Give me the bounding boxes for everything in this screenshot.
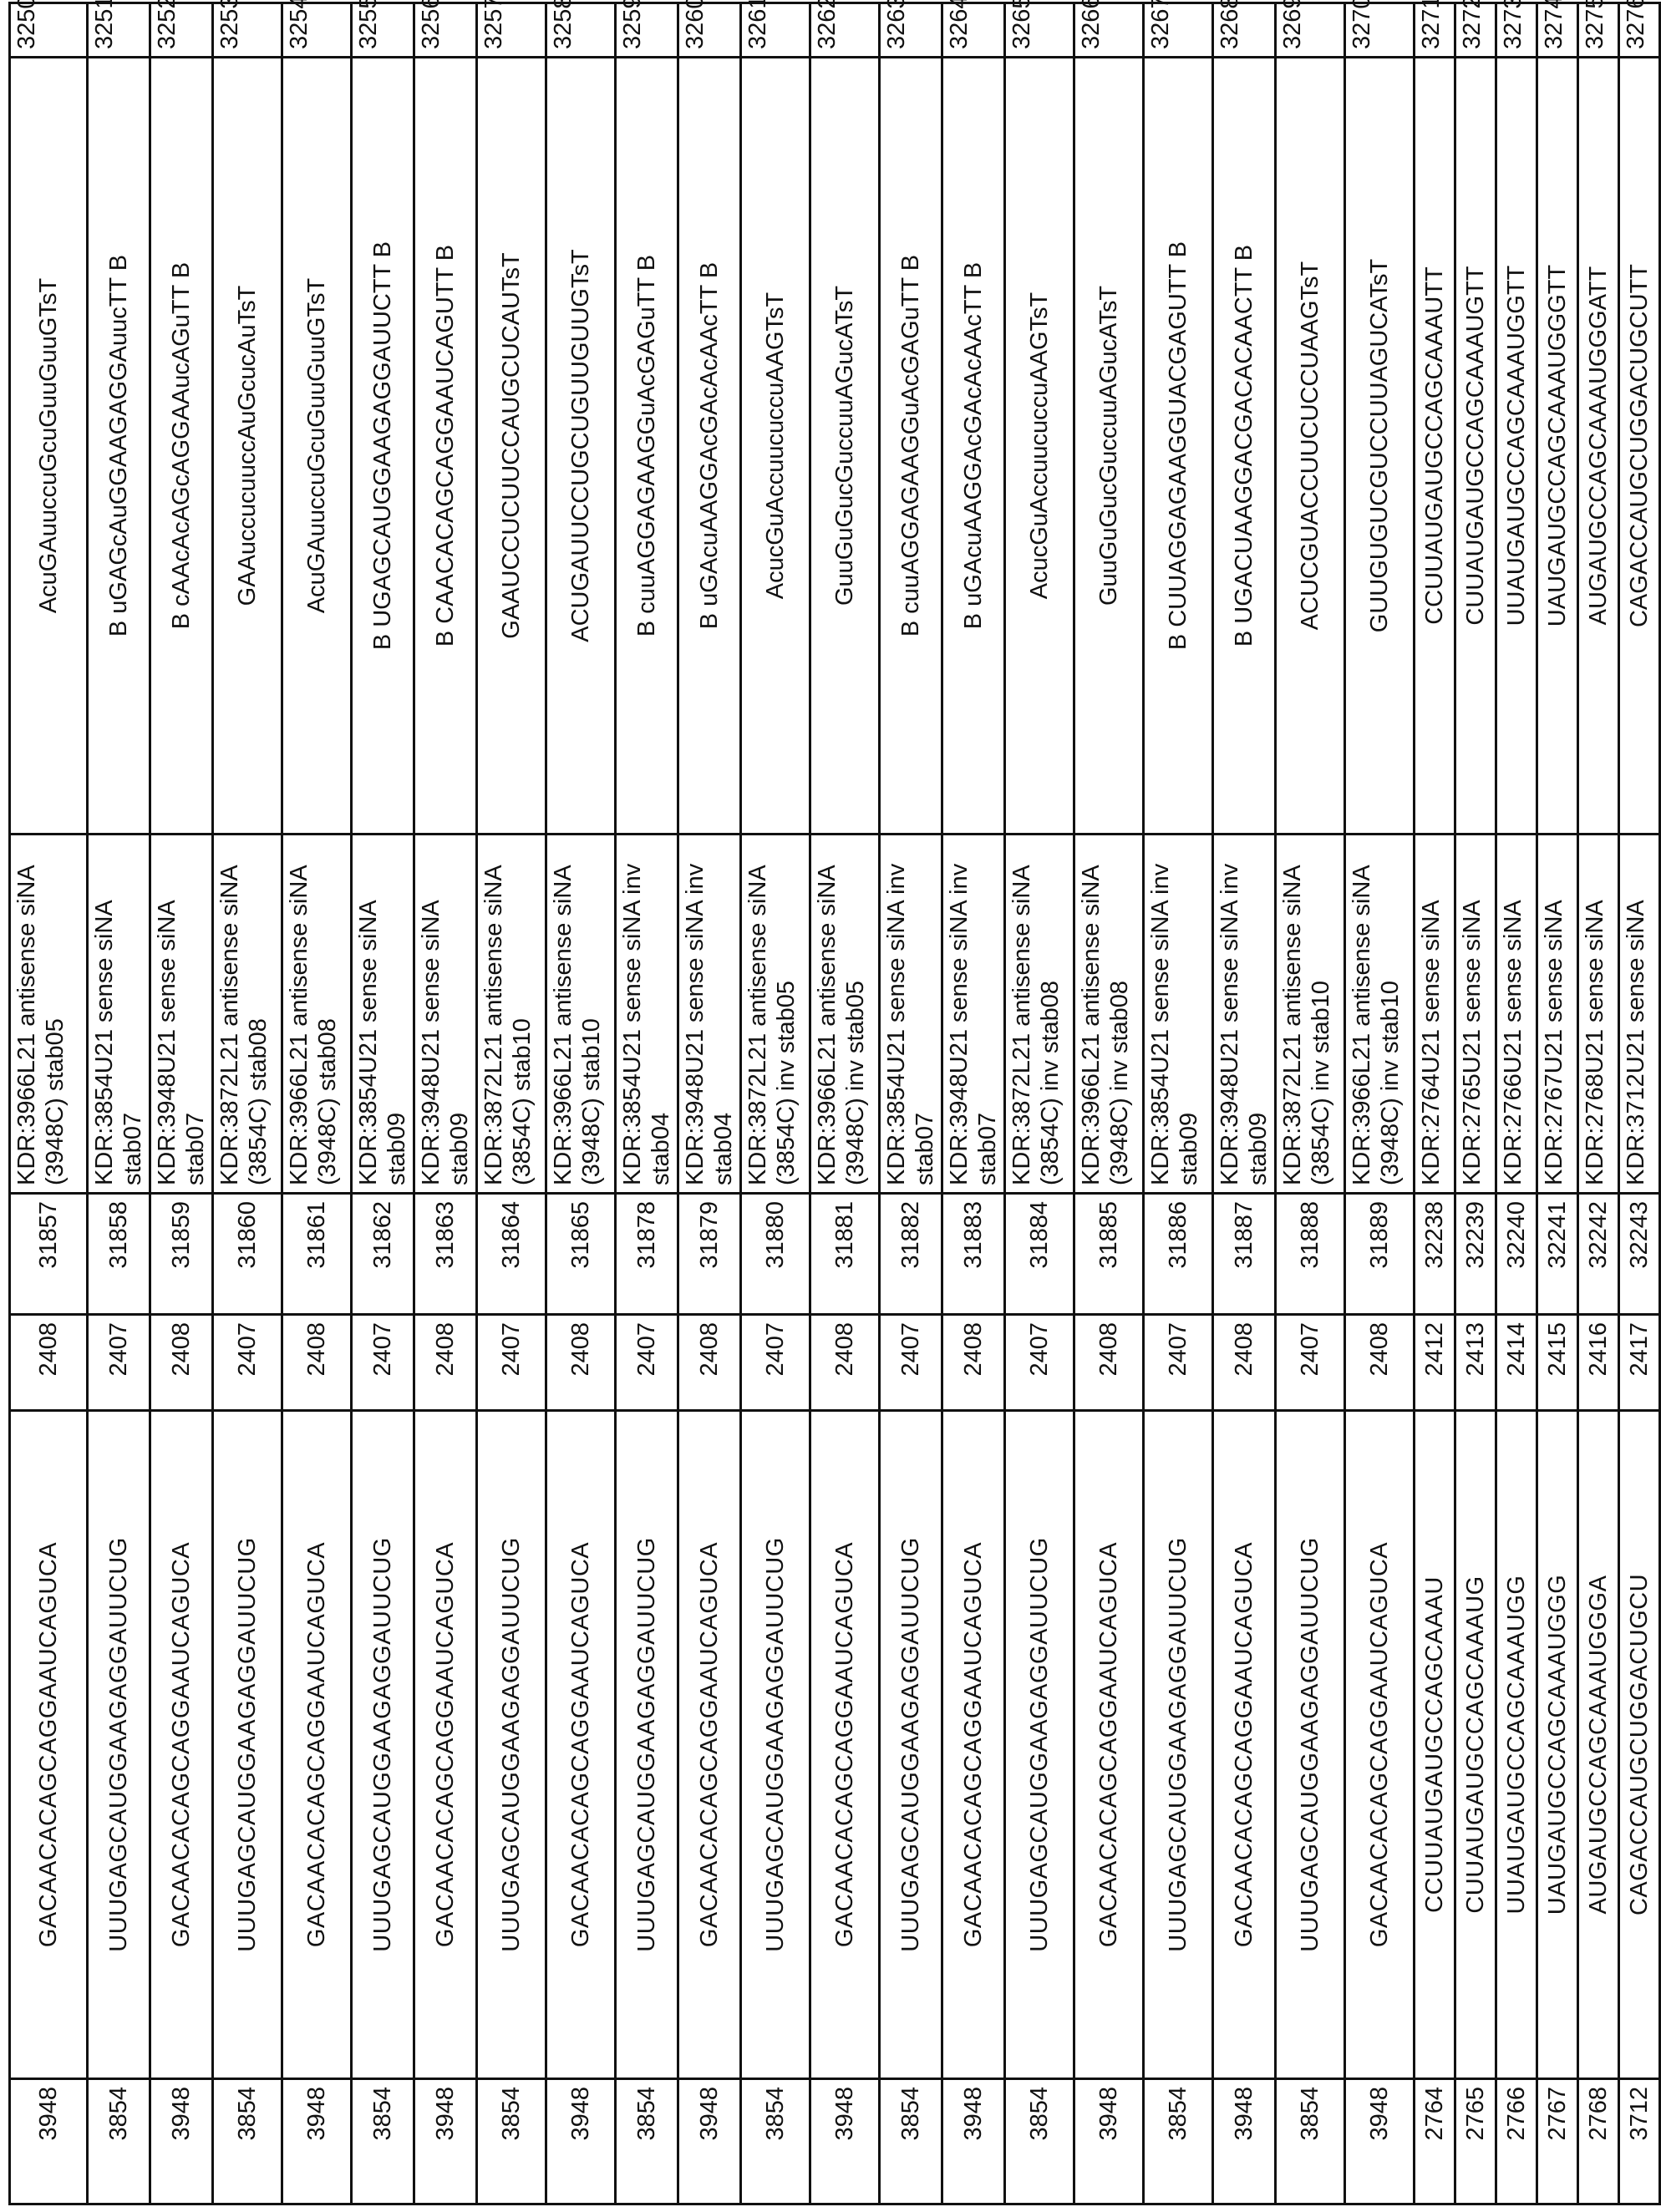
rpi-number-cell: 31887 xyxy=(1213,1194,1276,1315)
target-seq-id-cell: 2415 xyxy=(1537,1315,1578,1411)
modified-sequence-cell: AcuGAuuccuGcuGuuGuuGTsT xyxy=(282,58,352,835)
modified-sequence-cell: AUGAUGCCAGCAAAUGGGATT xyxy=(1578,58,1619,835)
alias-cell: KDR:3966L21 antisense siNA (3948C) inv stab10 xyxy=(1345,835,1415,1194)
rpi-number-cell: 31863 xyxy=(414,1194,477,1315)
target-sequence-cell: UUUGAGCAUGGAAGAGGAUUCUG xyxy=(1144,1411,1213,2079)
target-sequence-cell: GACAACACAGCAGGAAUCAGUCA xyxy=(150,1411,213,2079)
sequence-seq-id-cell: 3271 xyxy=(1415,3,1455,58)
modified-sequence-cell: UAUGAUGCCAGCAAAUGGGTT xyxy=(1537,58,1578,835)
target-sequence-cell: UUUGAGCAUGGAAGAGGAUUCUG xyxy=(213,1411,282,2079)
rpi-number-cell: 32240 xyxy=(1496,1194,1537,1315)
target-sequence-cell: UUUGAGCAUGGAAGAGGAUUCUG xyxy=(477,1411,546,2079)
rpi-number-cell: 31858 xyxy=(88,1194,150,1315)
target-sequence-cell: GACAACACAGCAGGAAUCAGUCA xyxy=(10,1411,88,2079)
table-row xyxy=(1578,3,1619,2204)
target-sequence-cell: UUUGAGCAUGGAAGAGGAUUCUG xyxy=(88,1411,150,2079)
rpi-number-cell: 31879 xyxy=(678,1194,741,1315)
modified-sequence-cell: B CUUAGGAGAAGGUACGAGUTT B xyxy=(1144,58,1213,835)
alias-cell: KDR:3872L21 antisense siNA (3854C) stab10 xyxy=(477,835,546,1194)
target-sequence-cell: GACAACACAGCAGGAAUCAGUCA xyxy=(1213,1411,1276,2079)
sequence-seq-id-cell: 3268 xyxy=(1213,3,1276,58)
sequence-seq-id-cell: 3256 xyxy=(414,3,477,58)
sirna-sequence-table xyxy=(8,2,1661,2205)
alias-cell: KDR:3948U21 sense siNA stab07 xyxy=(150,835,213,1194)
target-position-cell: 3948 xyxy=(414,2079,477,2204)
rpi-number-cell: 31880 xyxy=(741,1194,810,1315)
modified-sequence-cell: GuuGuGucGuccuuAGucATsT xyxy=(1074,58,1144,835)
sequence-seq-id-cell: 3250 xyxy=(10,3,88,58)
modified-sequence-cell: CAGACCAUGCUGGACUGCUTT xyxy=(1619,58,1660,835)
modified-sequence-cell: B uGAcuAAGGAcGAcAcAAcTT B xyxy=(942,58,1005,835)
sequence-seq-id-cell: 3266 xyxy=(1074,3,1144,58)
rpi-number-cell: 31862 xyxy=(352,1194,414,1315)
target-position-cell: 3948 xyxy=(1074,2079,1144,2204)
modified-sequence-cell: UUAUGAUGCCAGCAAAUGGTT xyxy=(1496,58,1537,835)
target-seq-id-cell: 2408 xyxy=(414,1315,477,1411)
target-position-cell: 3854 xyxy=(741,2079,810,2204)
target-seq-id-cell: 2408 xyxy=(150,1315,213,1411)
rpi-number-cell: 31859 xyxy=(150,1194,213,1315)
alias-cell: KDR:3966L21 antisense siNA (3948C) stab05 xyxy=(10,835,88,1194)
table-row xyxy=(1074,3,1144,2204)
rpi-number-cell: 31888 xyxy=(1276,1194,1345,1315)
alias-cell: KDR:3948U21 sense siNA stab09 xyxy=(414,835,477,1194)
modified-sequence-cell: B UGAGCAUGGAAGAGGAUUCTT B xyxy=(352,58,414,835)
target-position-cell: 3854 xyxy=(880,2079,942,2204)
rpi-number-cell: 31878 xyxy=(616,1194,678,1315)
target-position-cell: 2767 xyxy=(1537,2079,1578,2204)
target-seq-id-cell: 2408 xyxy=(942,1315,1005,1411)
modified-sequence-cell: B cuuAGGAGAAGGuAcGAGuTT B xyxy=(880,58,942,835)
target-position-cell: 3948 xyxy=(546,2079,616,2204)
target-position-cell: 3854 xyxy=(1276,2079,1345,2204)
target-seq-id-cell: 2407 xyxy=(1276,1315,1345,1411)
sequence-seq-id-cell: 3260 xyxy=(678,3,741,58)
target-position-cell: 3854 xyxy=(616,2079,678,2204)
alias-cell: KDR:2767U21 sense siNA xyxy=(1537,835,1578,1194)
rpi-number-cell: 31883 xyxy=(942,1194,1005,1315)
target-sequence-cell: UUUGAGCAUGGAAGAGGAUUCUG xyxy=(352,1411,414,2079)
modified-sequence-cell: B uGAGcAuGGAAGAGGAuucTT B xyxy=(88,58,150,835)
sequence-seq-id-cell: 3264 xyxy=(942,3,1005,58)
target-seq-id-cell: 2408 xyxy=(1213,1315,1276,1411)
sequence-seq-id-cell: 3276 xyxy=(1619,3,1660,58)
table-row xyxy=(213,3,282,2204)
target-sequence-cell: GACAACACAGCAGGAAUCAGUCA xyxy=(810,1411,880,2079)
rpi-number-cell: 31861 xyxy=(282,1194,352,1315)
modified-sequence-cell: B CAACACAGCAGGAAUCAGUTT B xyxy=(414,58,477,835)
target-position-cell: 3712 xyxy=(1619,2079,1660,2204)
sequence-seq-id-cell: 3274 xyxy=(1537,3,1578,58)
rotated-table-page xyxy=(8,4,1491,2205)
modified-sequence-cell: GAAuccucuuccAuGcucAuTsT xyxy=(213,58,282,835)
target-seq-id-cell: 2408 xyxy=(1345,1315,1415,1411)
sequence-seq-id-cell: 3257 xyxy=(477,3,546,58)
table-row xyxy=(1619,3,1660,2204)
table-row xyxy=(1496,3,1537,2204)
alias-cell: KDR:3854U21 sense siNA stab09 xyxy=(352,835,414,1194)
target-seq-id-cell: 2407 xyxy=(616,1315,678,1411)
target-position-cell: 3854 xyxy=(1005,2079,1074,2204)
target-sequence-cell: UUUGAGCAUGGAAGAGGAUUCUG xyxy=(1005,1411,1074,2079)
target-seq-id-cell: 2407 xyxy=(1144,1315,1213,1411)
alias-cell: KDR:3966L21 antisense siNA (3948C) inv stab08 xyxy=(1074,835,1144,1194)
target-position-cell: 3948 xyxy=(810,2079,880,2204)
modified-sequence-cell: AcuGAuuccuGcuGuuGuuGTsT xyxy=(10,58,88,835)
rpi-number-cell: 32239 xyxy=(1455,1194,1496,1315)
target-position-cell: 3854 xyxy=(477,2079,546,2204)
rpi-number-cell: 31860 xyxy=(213,1194,282,1315)
rpi-number-cell: 32238 xyxy=(1415,1194,1455,1315)
target-seq-id-cell: 2417 xyxy=(1619,1315,1660,1411)
sequence-seq-id-cell: 3263 xyxy=(880,3,942,58)
target-seq-id-cell: 2416 xyxy=(1578,1315,1619,1411)
table-row xyxy=(352,3,414,2204)
target-position-cell: 2766 xyxy=(1496,2079,1537,2204)
rpi-number-cell: 31881 xyxy=(810,1194,880,1315)
sequence-seq-id-cell: 3275 xyxy=(1578,3,1619,58)
sequence-seq-id-cell: 3258 xyxy=(546,3,616,58)
alias-cell: KDR:2766U21 sense siNA xyxy=(1496,835,1537,1194)
modified-sequence-cell: ACUCGUACCUUCUCCUAAGTsT xyxy=(1276,58,1345,835)
table-row xyxy=(1144,3,1213,2204)
target-position-cell: 3948 xyxy=(942,2079,1005,2204)
target-sequence-cell: CUUAUGAUGCCAGCAAAUG xyxy=(1455,1411,1496,2079)
target-seq-id-cell: 2407 xyxy=(741,1315,810,1411)
target-sequence-cell: CCUUAUGAUGCCAGCAAAU xyxy=(1415,1411,1455,2079)
rpi-number-cell: 31884 xyxy=(1005,1194,1074,1315)
alias-cell: KDR:3966L21 antisense siNA (3948C) stab10 xyxy=(546,835,616,1194)
target-sequence-cell: GACAACACAGCAGGAAUCAGUCA xyxy=(942,1411,1005,2079)
target-sequence-cell: GACAACACAGCAGGAAUCAGUCA xyxy=(414,1411,477,2079)
modified-sequence-cell: GUUGUGUCGUCCUUAGUCATsT xyxy=(1345,58,1415,835)
target-position-cell: 3854 xyxy=(352,2079,414,2204)
sequence-seq-id-cell: 3254 xyxy=(282,3,352,58)
table-row xyxy=(1213,3,1276,2204)
target-sequence-cell: UUUGAGCAUGGAAGAGGAUUCUG xyxy=(880,1411,942,2079)
table-row xyxy=(282,3,352,2204)
target-seq-id-cell: 2407 xyxy=(88,1315,150,1411)
table-row xyxy=(678,3,741,2204)
target-seq-id-cell: 2407 xyxy=(352,1315,414,1411)
target-position-cell: 3948 xyxy=(282,2079,352,2204)
target-position-cell: 2764 xyxy=(1415,2079,1455,2204)
sequence-seq-id-cell: 3261 xyxy=(741,3,810,58)
rpi-number-cell: 31886 xyxy=(1144,1194,1213,1315)
rpi-number-cell: 31889 xyxy=(1345,1194,1415,1315)
table-row xyxy=(616,3,678,2204)
table-row xyxy=(88,3,150,2204)
modified-sequence-cell: GAAUCCUCUUCCAUGCUCAUTsT xyxy=(477,58,546,835)
target-sequence-cell: GACAACACAGCAGGAAUCAGUCA xyxy=(678,1411,741,2079)
alias-cell: KDR:3948U21 sense siNA inv stab07 xyxy=(942,835,1005,1194)
table-row xyxy=(880,3,942,2204)
target-seq-id-cell: 2408 xyxy=(282,1315,352,1411)
sequence-seq-id-cell: 3262 xyxy=(810,3,880,58)
rpi-number-cell: 31885 xyxy=(1074,1194,1144,1315)
modified-sequence-cell: AcucGuAccuucuccuAAGTsT xyxy=(1005,58,1074,835)
modified-sequence-cell: GuuGuGucGuccuuAGucATsT xyxy=(810,58,880,835)
sequence-seq-id-cell: 3265 xyxy=(1005,3,1074,58)
table-row xyxy=(1455,3,1496,2204)
table-row xyxy=(810,3,880,2204)
target-position-cell: 3854 xyxy=(1144,2079,1213,2204)
table-row xyxy=(942,3,1005,2204)
target-seq-id-cell: 2408 xyxy=(1074,1315,1144,1411)
sequence-seq-id-cell: 3267 xyxy=(1144,3,1213,58)
modified-sequence-cell: CUUAUGAUGCCAGCAAAUGTT xyxy=(1455,58,1496,835)
alias-cell: KDR:3854U21 sense siNA stab07 xyxy=(88,835,150,1194)
modified-sequence-cell: B uGAcuAAGGAcGAcAcAAcTT B xyxy=(678,58,741,835)
sequence-seq-id-cell: 3255 xyxy=(352,3,414,58)
rpi-number-cell: 31864 xyxy=(477,1194,546,1315)
rpi-number-cell: 32243 xyxy=(1619,1194,1660,1315)
target-sequence-cell: GACAACACAGCAGGAAUCAGUCA xyxy=(1345,1411,1415,2079)
alias-cell: KDR:3872L21 antisense siNA (3854C) stab08 xyxy=(213,835,282,1194)
alias-cell: KDR:3872L21 antisense siNA (3854C) inv stab05 xyxy=(741,835,810,1194)
table-row xyxy=(477,3,546,2204)
sequence-seq-id-cell: 3253 xyxy=(213,3,282,58)
target-sequence-cell: UUAUGAUGCCAGCAAAUGG xyxy=(1496,1411,1537,2079)
target-position-cell: 3948 xyxy=(150,2079,213,2204)
target-position-cell: 2768 xyxy=(1578,2079,1619,2204)
modified-sequence-cell: B cAAcAcAGcAGGAAucAGuTT B xyxy=(150,58,213,835)
alias-cell: KDR:3854U21 sense siNA inv stab09 xyxy=(1144,835,1213,1194)
alias-cell: KDR:3948U21 sense siNA inv stab09 xyxy=(1213,835,1276,1194)
alias-cell: KDR:2764U21 sense siNA xyxy=(1415,835,1455,1194)
alias-cell: KDR:3854U21 sense siNA inv stab07 xyxy=(880,835,942,1194)
target-sequence-cell: UUUGAGCAUGGAAGAGGAUUCUG xyxy=(741,1411,810,2079)
table-row xyxy=(1276,3,1345,2204)
target-sequence-cell: UUUGAGCAUGGAAGAGGAUUCUG xyxy=(1276,1411,1345,2079)
rpi-number-cell: 31857 xyxy=(10,1194,88,1315)
target-position-cell: 3854 xyxy=(88,2079,150,2204)
table-row xyxy=(546,3,616,2204)
target-position-cell: 3948 xyxy=(1213,2079,1276,2204)
alias-cell: KDR:2768U21 sense siNA xyxy=(1578,835,1619,1194)
alias-cell: KDR:3948U21 sense siNA inv stab04 xyxy=(678,835,741,1194)
target-position-cell: 3854 xyxy=(213,2079,282,2204)
sequence-seq-id-cell: 3269 xyxy=(1276,3,1345,58)
sequence-seq-id-cell: 3251 xyxy=(88,3,150,58)
modified-sequence-cell: CCUUAUGAUGCCAGCAAAUTT xyxy=(1415,58,1455,835)
target-sequence-cell: GACAACACAGCAGGAAUCAGUCA xyxy=(546,1411,616,2079)
target-sequence-cell: UAUGAUGCCAGCAAAUGGG xyxy=(1537,1411,1578,2079)
sequence-seq-id-cell: 3259 xyxy=(616,3,678,58)
target-seq-id-cell: 2414 xyxy=(1496,1315,1537,1411)
table-row xyxy=(741,3,810,2204)
alias-cell: KDR:2765U21 sense siNA xyxy=(1455,835,1496,1194)
rpi-number-cell: 32241 xyxy=(1537,1194,1578,1315)
alias-cell: KDR:3966L21 antisense siNA (3948C) stab08 xyxy=(282,835,352,1194)
table-row xyxy=(414,3,477,2204)
modified-sequence-cell: B UGACUAAGGACGACACAACTT B xyxy=(1213,58,1276,835)
target-sequence-cell: CAGACCAUGCUGGACUGCU xyxy=(1619,1411,1660,2079)
target-seq-id-cell: 2407 xyxy=(477,1315,546,1411)
target-position-cell: 3948 xyxy=(10,2079,88,2204)
sequence-seq-id-cell: 3270 xyxy=(1345,3,1415,58)
modified-sequence-cell: B cuuAGGAGAAGGuAcGAGuTT B xyxy=(616,58,678,835)
alias-cell: KDR:3854U21 sense siNA inv stab04 xyxy=(616,835,678,1194)
sequence-seq-id-cell: 3252 xyxy=(150,3,213,58)
target-sequence-cell: UUUGAGCAUGGAAGAGGAUUCUG xyxy=(616,1411,678,2079)
target-seq-id-cell: 2408 xyxy=(810,1315,880,1411)
table-row xyxy=(1345,3,1415,2204)
target-sequence-cell: AUGAUGCCAGCAAAUGGGA xyxy=(1578,1411,1619,2079)
modified-sequence-cell: AcucGuAccuucuccuAAGTsT xyxy=(741,58,810,835)
target-seq-id-cell: 2408 xyxy=(546,1315,616,1411)
alias-cell: KDR:3966L21 antisense siNA (3948C) inv stab05 xyxy=(810,835,880,1194)
target-position-cell: 2765 xyxy=(1455,2079,1496,2204)
target-position-cell: 3948 xyxy=(678,2079,741,2204)
target-sequence-cell: GACAACACAGCAGGAAUCAGUCA xyxy=(282,1411,352,2079)
table-row xyxy=(1415,3,1455,2204)
alias-cell: KDR:3712U21 sense siNA xyxy=(1619,835,1660,1194)
target-seq-id-cell: 2408 xyxy=(678,1315,741,1411)
table-row xyxy=(150,3,213,2204)
sequence-seq-id-cell: 3273 xyxy=(1496,3,1537,58)
target-seq-id-cell: 2407 xyxy=(880,1315,942,1411)
alias-cell: KDR:3872L21 antisense siNA (3854C) inv stab10 xyxy=(1276,835,1345,1194)
target-position-cell: 3948 xyxy=(1345,2079,1415,2204)
target-sequence-cell: GACAACACAGCAGGAAUCAGUCA xyxy=(1074,1411,1144,2079)
rpi-number-cell: 31865 xyxy=(546,1194,616,1315)
target-seq-id-cell: 2413 xyxy=(1455,1315,1496,1411)
table-row xyxy=(1005,3,1074,2204)
alias-cell: KDR:3872L21 antisense siNA (3854C) inv stab08 xyxy=(1005,835,1074,1194)
rpi-number-cell: 32242 xyxy=(1578,1194,1619,1315)
target-seq-id-cell: 2407 xyxy=(213,1315,282,1411)
target-seq-id-cell: 2408 xyxy=(10,1315,88,1411)
rpi-number-cell: 31882 xyxy=(880,1194,942,1315)
modified-sequence-cell: ACUGAUUCCUGCUGUUGUUGTsT xyxy=(546,58,616,835)
sequence-seq-id-cell: 3272 xyxy=(1455,3,1496,58)
table-row xyxy=(1537,3,1578,2204)
target-seq-id-cell: 2407 xyxy=(1005,1315,1074,1411)
target-seq-id-cell: 2412 xyxy=(1415,1315,1455,1411)
table-row xyxy=(10,3,88,2204)
